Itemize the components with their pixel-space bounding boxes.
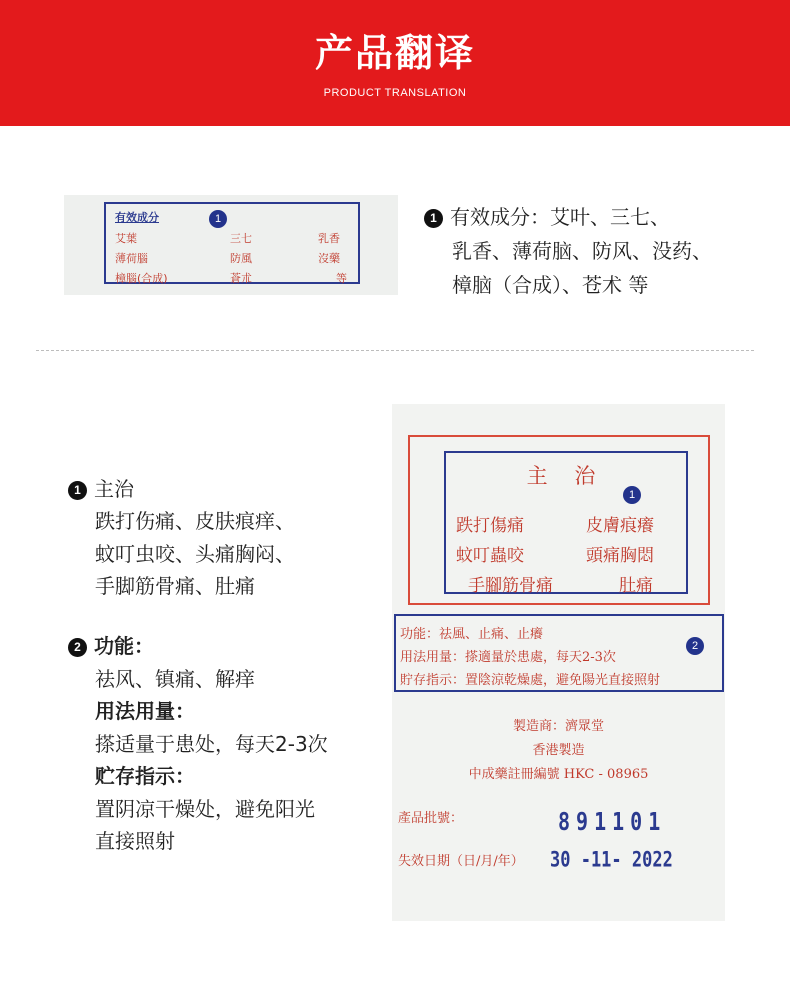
ingredient-cell: 等 xyxy=(336,272,347,285)
number-bullet-1: 1 xyxy=(68,481,87,500)
page-title: 产品翻译 xyxy=(314,31,475,75)
batch-number-label: 產品批號： xyxy=(398,811,464,826)
expiry-date-value: 30 -11- 2022 xyxy=(550,847,673,873)
translation-line: 樟脑（合成）、苍术 等 xyxy=(452,273,649,297)
ingredient-cell: 防風 xyxy=(230,252,252,265)
section-divider xyxy=(36,350,754,351)
indication-item: 皮膚痕癢 xyxy=(586,516,654,536)
translation-line: 祛风、镇痛、解痒 xyxy=(95,667,255,691)
header-banner xyxy=(0,0,790,126)
function-heading: 功能： xyxy=(94,634,154,658)
ingredient-cell: 樟腦(合成) xyxy=(115,272,168,285)
batch-number-value: 891101 xyxy=(558,806,667,836)
indications-label xyxy=(444,451,688,594)
indication-item: 蚊叮蟲咬 xyxy=(456,546,524,566)
translation-line: 搽适量于患处，每天2-3次 xyxy=(95,732,328,756)
indication-item: 頭痛胸悶 xyxy=(586,546,654,566)
ingredients-label xyxy=(104,202,360,284)
ingredient-cell: 三七 xyxy=(230,232,252,245)
registration-number: 中成藥註冊編號 HKC - 08965 xyxy=(468,767,649,782)
ingredient-cell: 薄荷腦 xyxy=(115,252,148,265)
translation-line: 蚊叮虫咬、头痛胸闷、 xyxy=(95,542,295,566)
usage-label-line: 貯存指示：置陰涼乾燥處，避免陽光直接照射 xyxy=(400,673,661,688)
ingredients-label-photo xyxy=(64,195,398,295)
number-bullet-2: 2 xyxy=(68,638,87,657)
indications-heading: 主治 xyxy=(94,477,134,501)
storage-heading: 贮存指示： xyxy=(95,764,195,788)
indications-label-title: 主 治 xyxy=(526,464,606,488)
indications-label-frame xyxy=(408,435,710,605)
badge-1: 1 xyxy=(623,486,641,504)
translation-line: 直接照射 xyxy=(95,829,175,853)
ingredient-cell: 艾葉 xyxy=(115,232,137,245)
ingredients-label-heading: 有效成分 xyxy=(115,211,159,224)
badge-2: 2 xyxy=(686,637,704,655)
usage-label-line: 用法用量：搽適量於患處，每天2-3次 xyxy=(400,650,616,665)
indication-item: 手腳筋骨痛 xyxy=(468,576,553,596)
indication-item: 跌打傷痛 xyxy=(456,516,524,536)
translation-line: 有效成分：艾叶、三七、 xyxy=(450,205,670,229)
usage-label-line: 功能：祛風、止痛、止癢 xyxy=(400,627,544,642)
translation-line: 手脚筋骨痛、肚痛 xyxy=(95,574,255,598)
translation-line: 置阴凉干燥处，避免阳光 xyxy=(95,797,315,821)
ingredient-cell: 沒藥 xyxy=(318,252,340,265)
manufacturer-text: 製造商：濟眾堂 xyxy=(512,719,604,734)
expiry-date-label: 失效日期（日/月/年） xyxy=(398,854,524,869)
number-bullet-1: 1 xyxy=(424,209,443,228)
made-in-text: 香港製造 xyxy=(532,743,585,758)
translation-line: 乳香、薄荷脑、防风、没药、 xyxy=(452,239,712,263)
usage-heading: 用法用量： xyxy=(95,699,195,723)
ingredients-translation xyxy=(424,200,712,302)
indication-item: 肚痛 xyxy=(619,576,653,596)
ingredient-cell: 乳香 xyxy=(318,232,340,245)
translation-line: 跌打伤痛、皮肤痕痒、 xyxy=(95,509,295,533)
ingredient-cell: 蒼朮 xyxy=(230,272,252,285)
page-subtitle: PRODUCT TRANSLATION xyxy=(323,87,467,99)
badge-1: 1 xyxy=(209,210,227,228)
product-label-photo xyxy=(392,404,725,921)
usage-label xyxy=(394,614,724,692)
